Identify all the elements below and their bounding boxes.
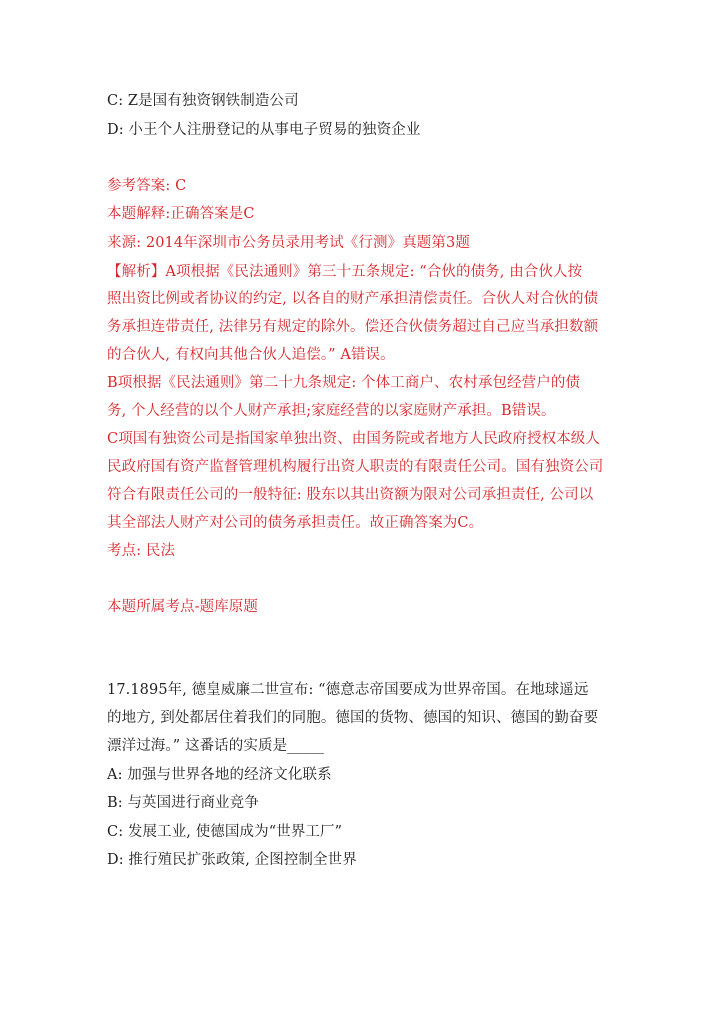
question-option-b: B: 与英国进行商业竞争 (107, 795, 259, 811)
analysis-line: C项国有独资公司是指国家单独出资、由国务院或者地方人民政府授权本级人 (107, 431, 600, 447)
question-text-line: 的地方, 到处都居住着我们的同胞。德国的货物、德国的知识、德国的勤奋要 (107, 710, 599, 726)
analysis-line: B项根据《民法通则》第二十九条规定: 个体工商户、农村承包经营户的债 (107, 375, 581, 391)
analysis-line: 符合有限责任公司的一般特征: 股东以其出资额为限对公司承担责任, 公司以 (107, 487, 594, 503)
question-category: 本题所属考点-题库原题 (107, 599, 258, 615)
analysis-line: 【解析】A项根据《民法通则》第三十五条规定: “合伙的债务, 由合伙人按 (107, 264, 583, 280)
analysis-line: 其全部法人财产对公司的债务承担责任。故正确答案为C。 (107, 515, 484, 531)
analysis-line: 的合伙人, 有权向其他合伙人追偿。” A错误。 (107, 347, 395, 363)
option-c: C: Z是国有独资钢铁制造公司 (107, 93, 299, 109)
analysis-line: 照出资比例或者协议的约定, 以各自的财产承担清偿责任。合伙人对合伙的债 (107, 291, 599, 307)
question-text-line: 17.1895年, 德皇威廉二世宣布: “德意志帝国要成为世界帝国。在地球遥远 (107, 682, 589, 698)
option-d: D: 小王个人注册登记的从事电子贸易的独资企业 (107, 122, 421, 138)
question-option-a: A: 加强与世界各地的经济文化联系 (107, 767, 332, 783)
question-text-line: 漂洋过海。” 这番话的实质是_____ (107, 738, 324, 754)
analysis-line: 务承担连带责任, 法律另有规定的除外。偿还合伙债务超过自己应当承担数额 (107, 319, 599, 335)
answer-source: 来源: 2014年深圳市公务员录用考试《行测》真题第3题 (107, 235, 470, 251)
analysis-line: 务, 个人经营的以个人财产承担;家庭经营的以家庭财产承担。B错误。 (107, 403, 556, 419)
reference-answer: 参考答案: C (107, 178, 187, 194)
question-option-c: C: 发展工业, 使德国成为“世界工厂” (107, 824, 343, 840)
answer-point: 考点: 民法 (107, 543, 176, 559)
answer-explanation: 本题解释:正确答案是C (107, 206, 255, 222)
analysis-line: 民政府国有资产监督管理机构履行出资人职责的有限责任公司。国有独资公司 (107, 459, 604, 475)
question-option-d: D: 推行殖民扩张政策, 企图控制全世界 (107, 852, 357, 868)
